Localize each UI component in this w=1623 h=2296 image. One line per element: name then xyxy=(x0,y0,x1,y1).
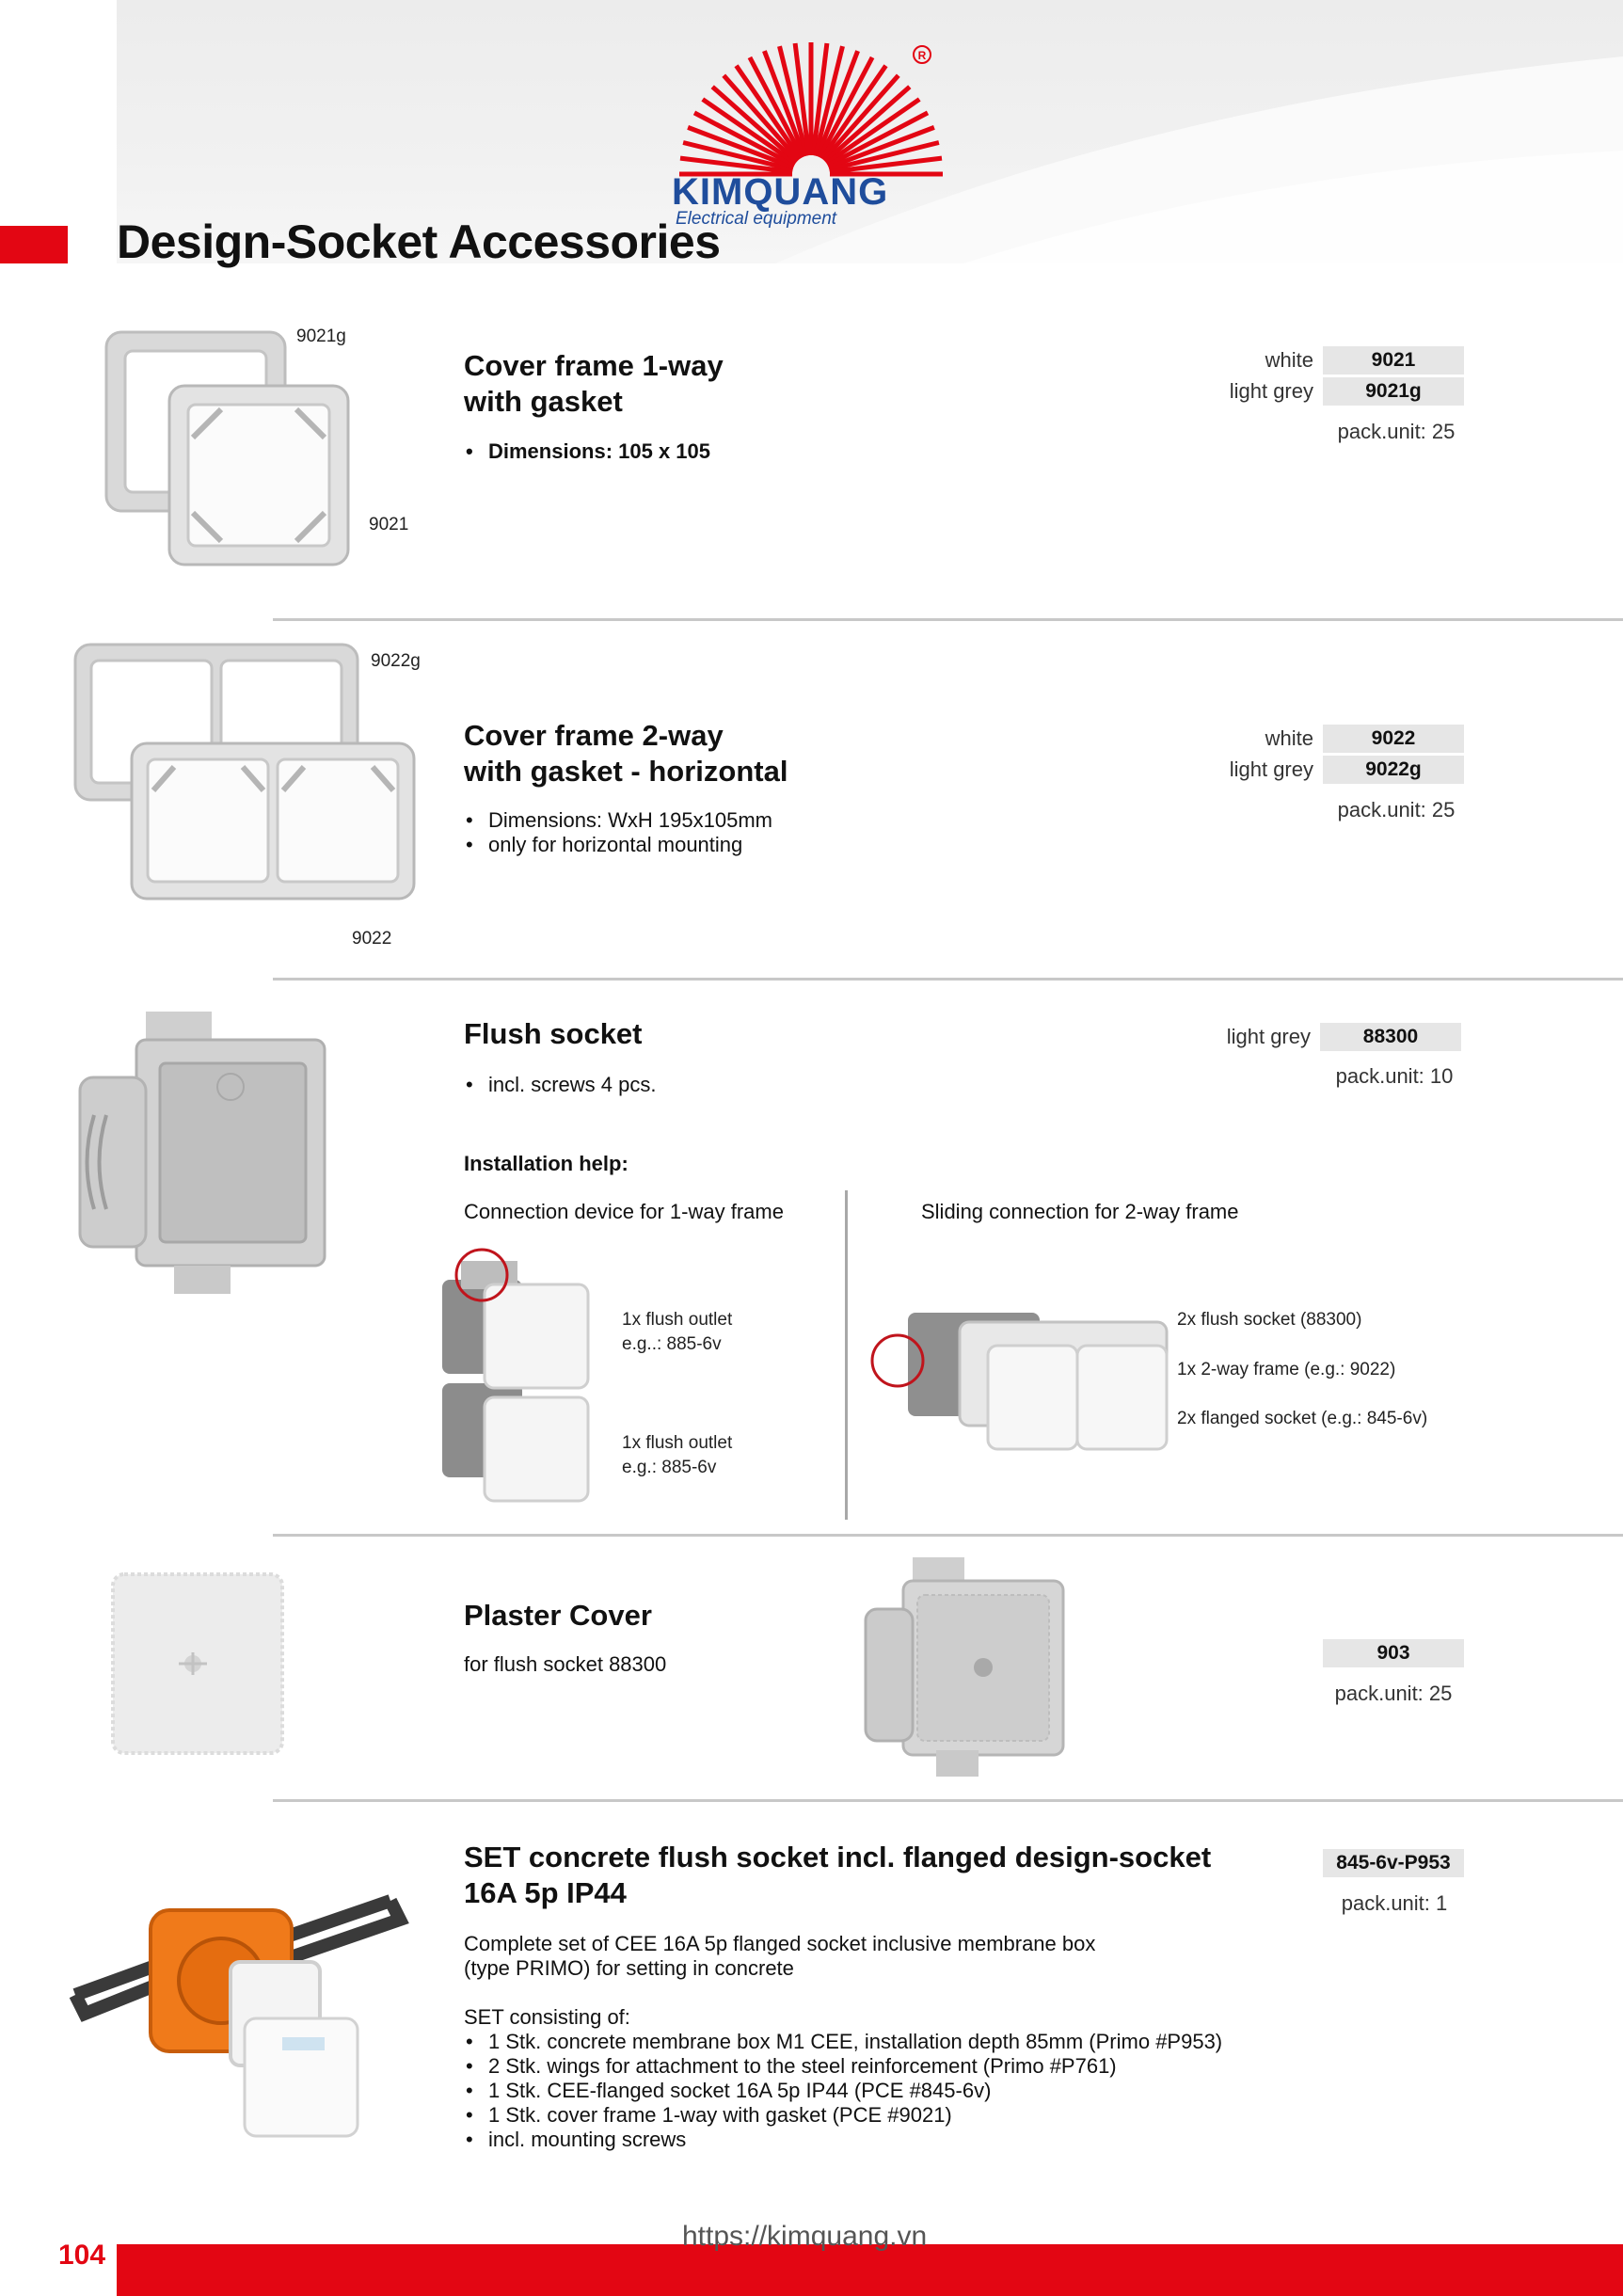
section-divider xyxy=(273,978,1623,981)
product-title-line1: Flush socket xyxy=(464,1017,643,1050)
variant-color: light grey xyxy=(1226,1025,1311,1048)
note-outlet-2: 1x flush outlet xyxy=(622,1433,733,1453)
connection-device-1way-image xyxy=(433,1242,612,1515)
flush-socket-image xyxy=(71,1012,343,1303)
bullet-item: • incl. screws 4 pcs. xyxy=(464,1073,657,1097)
bullet-item: • incl. mounting screws xyxy=(464,2128,1222,2152)
sliding-connection-2way-image xyxy=(870,1294,1176,1459)
article-code: 845-6v-P953 xyxy=(1323,1849,1464,1877)
installation-help-heading: Installation help: xyxy=(464,1152,629,1175)
set-contents-list xyxy=(464,2030,1222,2152)
product-description-line1: Complete set of CEE 16A 5p flanged socket inclusive membrane box xyxy=(464,1932,1096,1955)
set-heading: SET consisting of: xyxy=(464,2005,630,2029)
pack-unit: pack.unit: 25 xyxy=(1337,420,1456,443)
pack-unit: pack.unit: 1 xyxy=(1341,1891,1448,1915)
product-title-line1: SET concrete flush socket incl. flanged design-socket xyxy=(464,1841,1212,1873)
product-bullets xyxy=(464,439,710,464)
note-flanged-socket: 2x flanged socket (e.g.: 845-6v) xyxy=(1177,1409,1428,1428)
bullet-item: • 2 Stk. wings for attachment to the steel reinforcement (Primo #P761) xyxy=(464,2054,1222,2079)
logo-subtitle: Electrical equipment xyxy=(676,209,837,229)
bullet-item: • Dimensions: WxH 195x105mm xyxy=(464,808,772,833)
article-code: 9021g xyxy=(1323,377,1464,406)
article-code: 9022g xyxy=(1323,756,1464,784)
variant-color: white xyxy=(1265,348,1313,372)
installation-left-caption: Connection device for 1-way frame xyxy=(464,1200,784,1223)
pack-unit: pack.unit: 10 xyxy=(1335,1064,1454,1088)
cover-frame-2way-image xyxy=(71,640,419,922)
product-title-line1: Cover frame 1-way xyxy=(464,349,724,382)
page-number: 104 xyxy=(58,2240,106,2271)
product-title-line2: with gasket - horizontal xyxy=(464,755,788,788)
note-flush-socket: 2x flush socket (88300) xyxy=(1177,1310,1362,1330)
product-title-line1: Cover frame 2-way xyxy=(464,719,724,752)
note-2way-frame: 1x 2-way frame (e.g.: 9022) xyxy=(1177,1360,1396,1379)
product-bullets xyxy=(464,1073,657,1097)
pack-unit: pack.unit: 25 xyxy=(1337,798,1456,821)
flush-socket-with-plaster-cover-image xyxy=(861,1557,1068,1778)
product-title-line2: 16A 5p IP44 xyxy=(464,1876,627,1909)
variant-color: light grey xyxy=(1229,757,1313,781)
article-code: 9021 xyxy=(1323,346,1464,375)
logo-wordmark: KIMQUANG xyxy=(672,171,889,213)
article-code: 903 xyxy=(1323,1639,1464,1667)
article-code: 9022 xyxy=(1323,725,1464,753)
plaster-cover-image xyxy=(108,1570,287,1758)
bullet-item: • 1 Stk. CEE-flanged socket 16A 5p IP44 (PCE #845-6v) xyxy=(464,2079,1222,2103)
page-title: Design-Socket Accessories xyxy=(117,215,721,268)
product-title-line2: with gasket xyxy=(464,385,623,418)
image-label-9021: 9021 xyxy=(369,515,409,534)
bullet-item: • 1 Stk. cover frame 1-way with gasket (PCE #9021) xyxy=(464,2103,1222,2128)
image-label-9022: 9022 xyxy=(352,929,392,949)
variant-color: light grey xyxy=(1229,379,1313,403)
section-divider xyxy=(273,1799,1623,1802)
svg-text:R: R xyxy=(917,49,927,62)
product-description-line2: (type PRIMO) for setting in concrete xyxy=(464,1956,794,1980)
installation-divider xyxy=(845,1190,848,1520)
note-outlet-1-example: e.g..: 885-6v xyxy=(622,1334,722,1354)
bullet-item: • Dimensions: 105 x 105 xyxy=(464,439,710,464)
image-label-9022g: 9022g xyxy=(371,651,421,671)
bullet-item: • only for horizontal mounting xyxy=(464,833,772,857)
note-outlet-1: 1x flush outlet xyxy=(622,1310,733,1330)
section-divider xyxy=(273,1534,1623,1537)
product-subtitle: for flush socket 88300 xyxy=(464,1652,667,1676)
cover-frame-1way-image xyxy=(99,325,358,583)
bullet-item: • 1 Stk. concrete membrane box M1 CEE, installation depth 85mm (Primo #P953) xyxy=(464,2030,1222,2054)
section-marker xyxy=(0,226,68,263)
product-title-line1: Plaster Cover xyxy=(464,1599,652,1632)
section-divider xyxy=(273,618,1623,621)
note-outlet-2-example: e.g.: 885-6v xyxy=(622,1458,717,1477)
footer-url[interactable]: https://kimquang.vn xyxy=(682,2221,928,2252)
concrete-flush-socket-set-image xyxy=(66,1873,414,2145)
pack-unit: pack.unit: 25 xyxy=(1334,1682,1453,1705)
installation-right-caption: Sliding connection for 2-way frame xyxy=(921,1200,1239,1223)
product-bullets xyxy=(464,808,772,857)
article-code: 88300 xyxy=(1320,1023,1461,1051)
image-label-9021g: 9021g xyxy=(296,327,346,346)
variant-color: white xyxy=(1265,726,1313,750)
